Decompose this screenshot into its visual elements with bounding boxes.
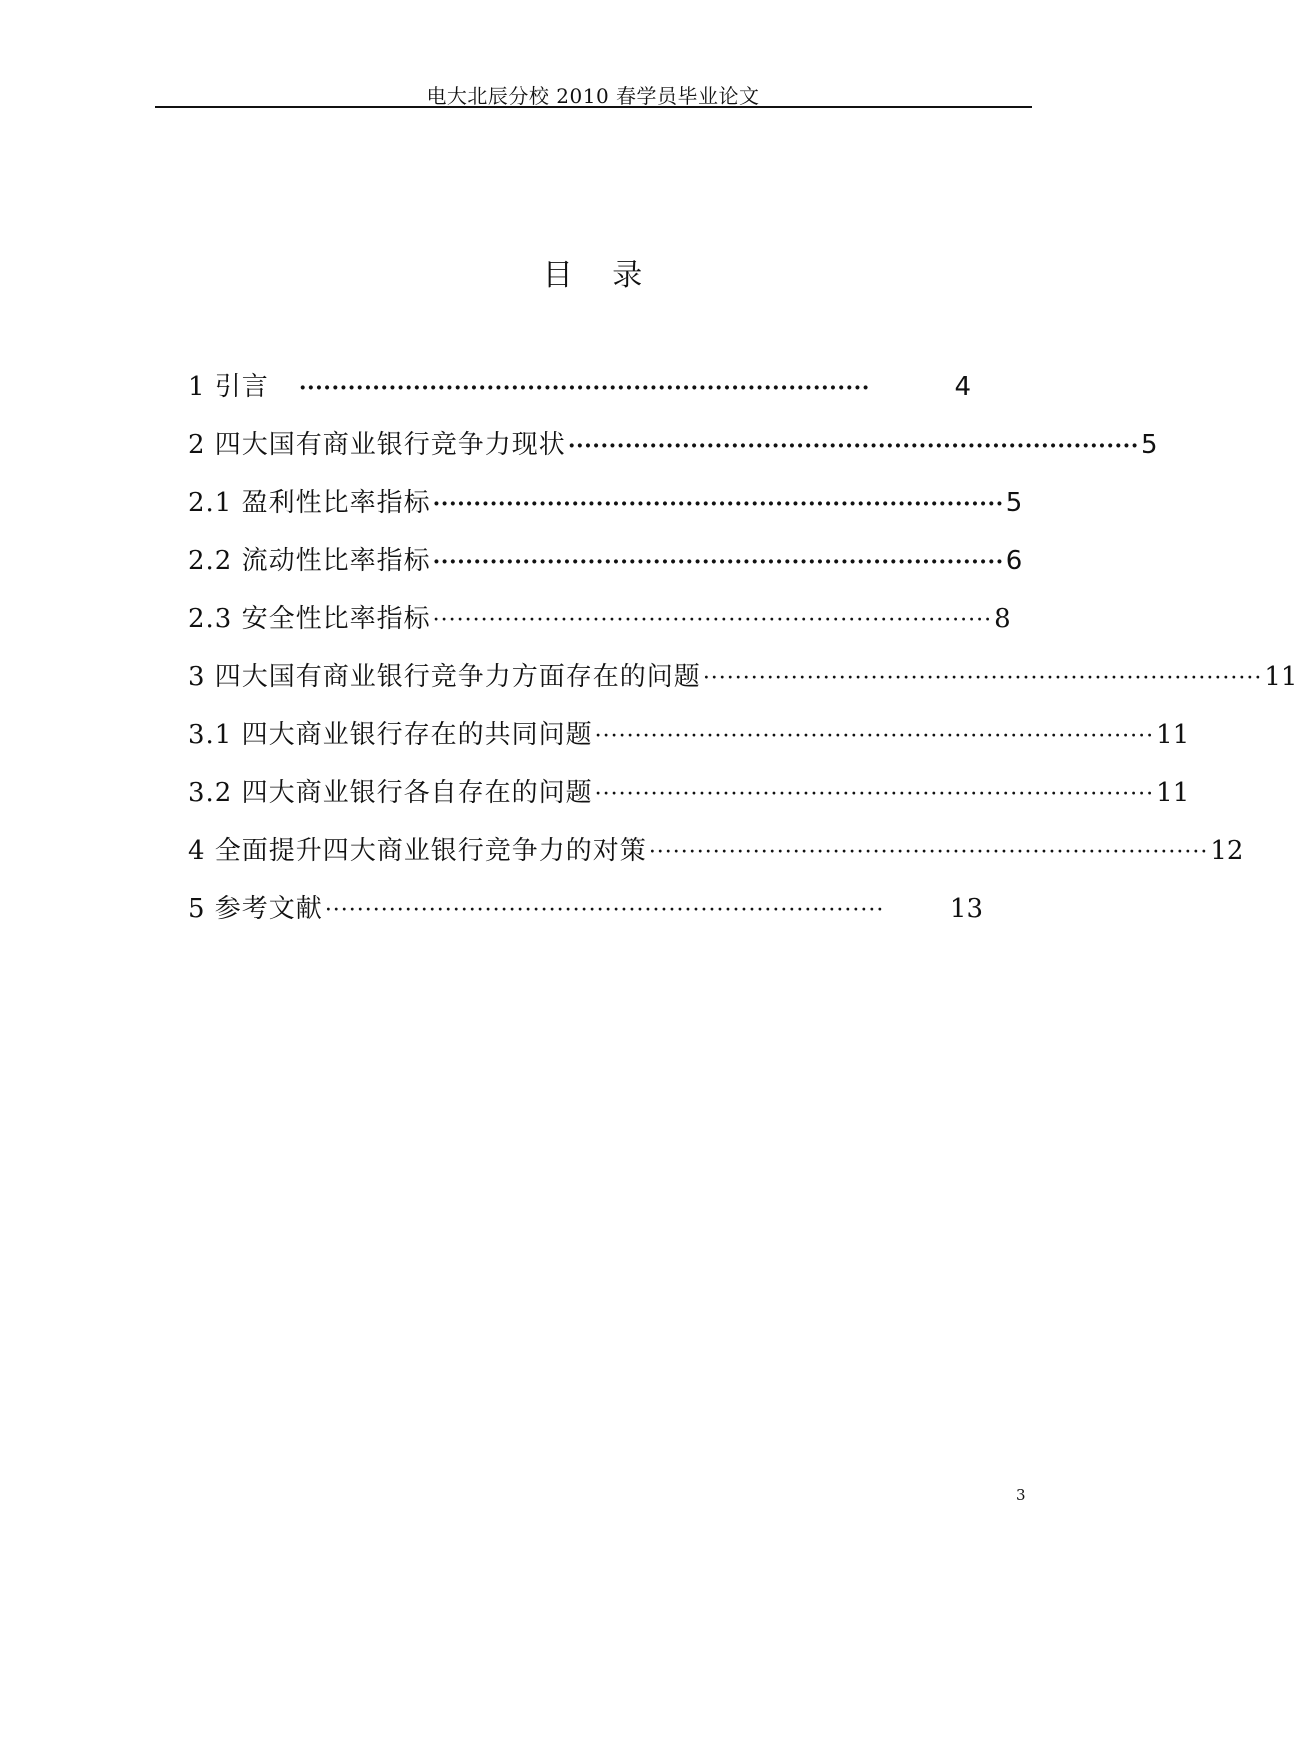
- toc-entry-page: 4: [954, 372, 971, 402]
- toc-entry-leader: ······································································: [432, 608, 993, 633]
- toc-entry-page: 11: [1264, 662, 1297, 692]
- toc-entry-existing-problems[interactable]: [188, 659, 1297, 695]
- toc-entry-introduction[interactable]: [188, 369, 971, 405]
- toc-entry-leader: ······································································: [702, 666, 1263, 691]
- toc-entry-label: 3 四大国有商业银行竞争力方面存在的问题: [188, 662, 701, 692]
- toc-entry-label: 5 参考文献: [188, 894, 323, 924]
- toc-entry-leader: ······································································: [567, 433, 1139, 459]
- toc-entry-leader: ······································································: [432, 491, 1004, 517]
- toc-entry-leader: ······································································: [648, 840, 1209, 865]
- toc-entry-leader: ······································································: [324, 898, 885, 923]
- toc-entry-safety-ratio[interactable]: [188, 601, 1011, 637]
- toc-entry-competitiveness-status[interactable]: [188, 427, 1158, 463]
- toc-title: 目 录: [542, 258, 645, 293]
- toc-entry-leader: ······································································: [298, 375, 870, 401]
- toc-entry-leader: ······································································: [594, 782, 1155, 807]
- toc-entry-label: 2 四大国有商业银行竞争力现状: [188, 430, 566, 460]
- toc-entry-label: 2.1 盈利性比率指标: [188, 488, 431, 518]
- toc-entry-label: 2.2 流动性比率指标: [188, 546, 431, 576]
- toc-entry-individual-problems[interactable]: [188, 775, 1190, 811]
- toc-entry-references[interactable]: [188, 891, 983, 927]
- toc-entry-liquidity-ratio[interactable]: [188, 543, 1023, 579]
- toc-entry-common-problems[interactable]: [188, 717, 1190, 753]
- toc-entry-label: 3.2 四大商业银行各自存在的问题: [188, 778, 593, 808]
- toc-entry-leader: ······································································: [432, 549, 1004, 575]
- toc-entry-page: 5: [1005, 488, 1023, 518]
- header-title: 电大北辰分校 2010 春学员毕业论文: [426, 84, 760, 108]
- toc-entry-label: 2.3 安全性比率指标: [188, 604, 431, 634]
- page-number: 3: [1016, 1486, 1026, 1504]
- toc-entry-countermeasures[interactable]: [188, 833, 1244, 869]
- toc-entry-label: 1 引言: [188, 372, 269, 402]
- toc-entry-label: 3.1 四大商业银行存在的共同问题: [188, 720, 593, 750]
- toc-entry-page: 8: [994, 604, 1011, 634]
- toc-entry-label: 4 全面提升四大商业银行竞争力的对策: [188, 836, 647, 866]
- toc-entry-page: 12: [1210, 836, 1244, 866]
- toc-entry-profitability-ratio[interactable]: [188, 485, 1023, 521]
- toc-entry-page: 11: [1156, 778, 1190, 808]
- toc-entry-page: 5: [1140, 430, 1158, 460]
- toc-entry-page: 11: [1156, 720, 1190, 750]
- toc-entry-leader: ······································································: [594, 724, 1155, 749]
- toc-entry-page: 13: [949, 894, 983, 924]
- toc-entry-page: 6: [1005, 546, 1023, 576]
